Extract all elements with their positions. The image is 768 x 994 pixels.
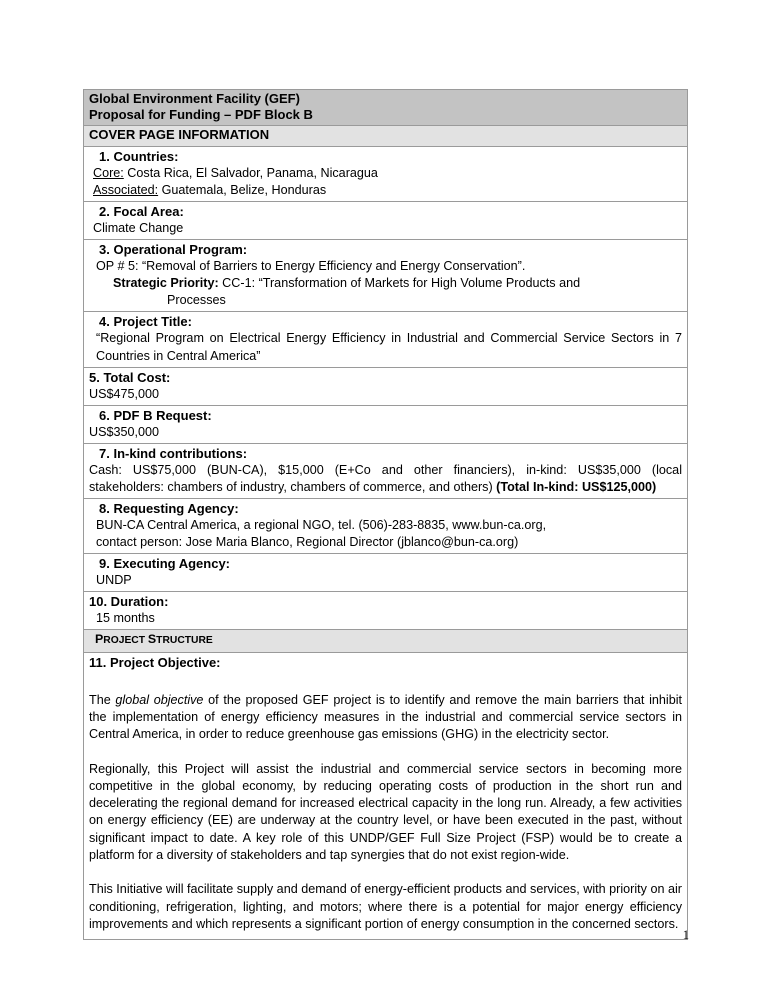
in-kind-contributions-cell: [84, 443, 688, 498]
page-number: 1: [682, 928, 689, 942]
project-structure-rest-structure: TRUCTURE: [156, 635, 213, 647]
strategic-priority-continuation: Processes: [167, 293, 226, 308]
table-row-executing-agency: [84, 554, 688, 592]
table-row-document-title: [84, 90, 688, 126]
total-cost-value: US$475,000: [89, 386, 160, 401]
countries-associated-value: Guatemala, Belize, Honduras: [158, 182, 327, 197]
countries-cell: [84, 146, 688, 201]
table-row-duration: [84, 592, 688, 630]
duration-value: 15 months: [96, 611, 155, 626]
project-objective-cell: [84, 652, 688, 940]
countries-heading: 1. Countries:: [99, 148, 179, 164]
project-objective-heading: 11. Project Objective:: [89, 654, 221, 670]
executing-agency-cell: [84, 554, 688, 592]
table-row-operational-program: [84, 239, 688, 311]
pdf-b-request-value: US$350,000: [89, 424, 160, 439]
countries-core-line: [89, 165, 682, 182]
in-kind-total: (Total In-kind: US$125,000): [496, 479, 657, 494]
objective-paragraph-1-pre: The: [89, 692, 116, 707]
countries-core-value: Costa Rica, El Salvador, Panama, Nicaragua: [123, 165, 378, 180]
focal-area-value: Climate Change: [93, 220, 184, 235]
project-structure-header-label: [84, 630, 687, 652]
table-row-project-title: [84, 312, 688, 367]
pdf-b-request-heading: 6. PDF B Request:: [99, 407, 212, 423]
table-row-in-kind-contributions: [84, 443, 688, 498]
operational-program-heading: 3. Operational Program:: [99, 241, 248, 257]
document-title-line-1: Global Environment Facility (GEF): [89, 91, 300, 106]
focal-area-cell: [84, 201, 688, 239]
countries-core-label: Core:: [93, 165, 124, 180]
project-title-value: “Regional Program on Electrical Energy Efficiency in Industrial and Commercial Service Sectors in 7 Countries in Central America”: [96, 331, 682, 363]
requesting-agency-cell: [84, 499, 688, 554]
project-title-cell: [84, 312, 688, 367]
table-row-focal-area: [84, 201, 688, 239]
objective-spacer: [89, 675, 682, 692]
countries-associated-label: Associated:: [93, 182, 159, 197]
project-structure-cap-s: S: [147, 632, 157, 647]
project-structure-header-cell: [84, 630, 688, 653]
total-cost-cell: [84, 367, 688, 405]
table-row-project-structure-header: [84, 630, 688, 653]
document-title-cell: [84, 90, 688, 126]
in-kind-contributions-text: Cash: US$75,000 (BUN-CA), $15,000 (E+Co and other financiers), in-kind: US$35,000 (local stakeholders: chambers of industry, chambers of commerce, and others): [89, 462, 682, 494]
project-structure-rest-project: ROJECT: [103, 635, 148, 647]
strategic-priority-line: [89, 275, 682, 292]
strategic-priority-label: Strategic Priority:: [113, 275, 219, 290]
table-row-cover-page-header: [84, 126, 688, 147]
executing-agency-heading: 9. Executing Agency:: [99, 556, 230, 572]
objective-paragraph-1-post: of the proposed GEF project is to identify and remove the main barriers that inhibit the implementation of energy efficiency measures in the industrial and commercial service sectors in Central America, in order to reduce greenhouse gas emissions (GHG) in the electricity sector.: [89, 692, 682, 742]
cover-page-header-label: COVER PAGE INFORMATION: [84, 126, 687, 146]
in-kind-contributions-value: [89, 462, 682, 496]
objective-paragraph-1-italic: global objective: [115, 692, 204, 707]
duration-heading: 10. Duration:: [89, 594, 169, 610]
duration-cell: [84, 592, 688, 630]
objective-paragraph-2: Regionally, this Project will assist the industrial and commercial service sectors in becoming more competitive in the global economy, by reducing operating costs of production in the short run and decelerating the regional demand for increased electrical capacity in the long run. Already, a few activities on energy efficiency (EE) are underway at the country level, or have been executed in the past, without significant impact to date. A key role of this UNDP/GEF Full Size Project (FSP) would be to create a platform for a diversity of stakeholders and tap synergies that do not exist region-wide.: [89, 761, 682, 862]
countries-associated-line: [89, 182, 682, 199]
cover-page-header-cell: [84, 126, 688, 147]
project-title-heading: 4. Project Title:: [99, 314, 192, 330]
pdf-b-request-cell: [84, 405, 688, 443]
total-cost-heading: 5. Total Cost:: [89, 369, 171, 385]
table-row-countries: [84, 146, 688, 201]
requesting-agency-line-2: contact person: Jose Maria Blanco, Regional Director (jblanco@bun-ca.org): [96, 535, 519, 550]
objective-paragraph-1: [89, 692, 682, 744]
operational-program-cell: [84, 239, 688, 311]
table-row-total-cost: [84, 367, 688, 405]
requesting-agency-line-1: BUN-CA Central America, a regional NGO, tel. (506)-283-8835, www.bun-ca.org,: [96, 518, 547, 533]
document-title-line-2: Proposal for Funding – PDF Block B: [89, 107, 313, 123]
proposal-cover-table: [83, 89, 688, 940]
table-row-requesting-agency: [84, 499, 688, 554]
executing-agency-value: UNDP: [96, 573, 132, 588]
operational-program-value: OP # 5: “Removal of Barriers to Energy Efficiency and Energy Conservation”.: [96, 258, 526, 273]
project-structure-cap-p: P: [95, 632, 104, 647]
focal-area-heading: 2. Focal Area:: [99, 203, 184, 219]
table-row-pdf-b-request: [84, 405, 688, 443]
strategic-priority-value: CC-1: “Transformation of Markets for High Volume Products and: [218, 275, 581, 290]
in-kind-contributions-heading: 7. In-kind contributions:: [99, 445, 248, 461]
table-row-project-objective: [84, 652, 688, 940]
requesting-agency-heading: 8. Requesting Agency:: [99, 501, 239, 517]
objective-paragraph-3: This Initiative will facilitate supply and demand of energy-efficient products and services, with priority on air conditioning, refrigeration, lighting, and motors; where there is a potential for major energy efficiency improvements and which represents a significant portion of energy consumption in the concerned sectors.: [89, 882, 682, 931]
project-objective-body: [84, 673, 687, 940]
